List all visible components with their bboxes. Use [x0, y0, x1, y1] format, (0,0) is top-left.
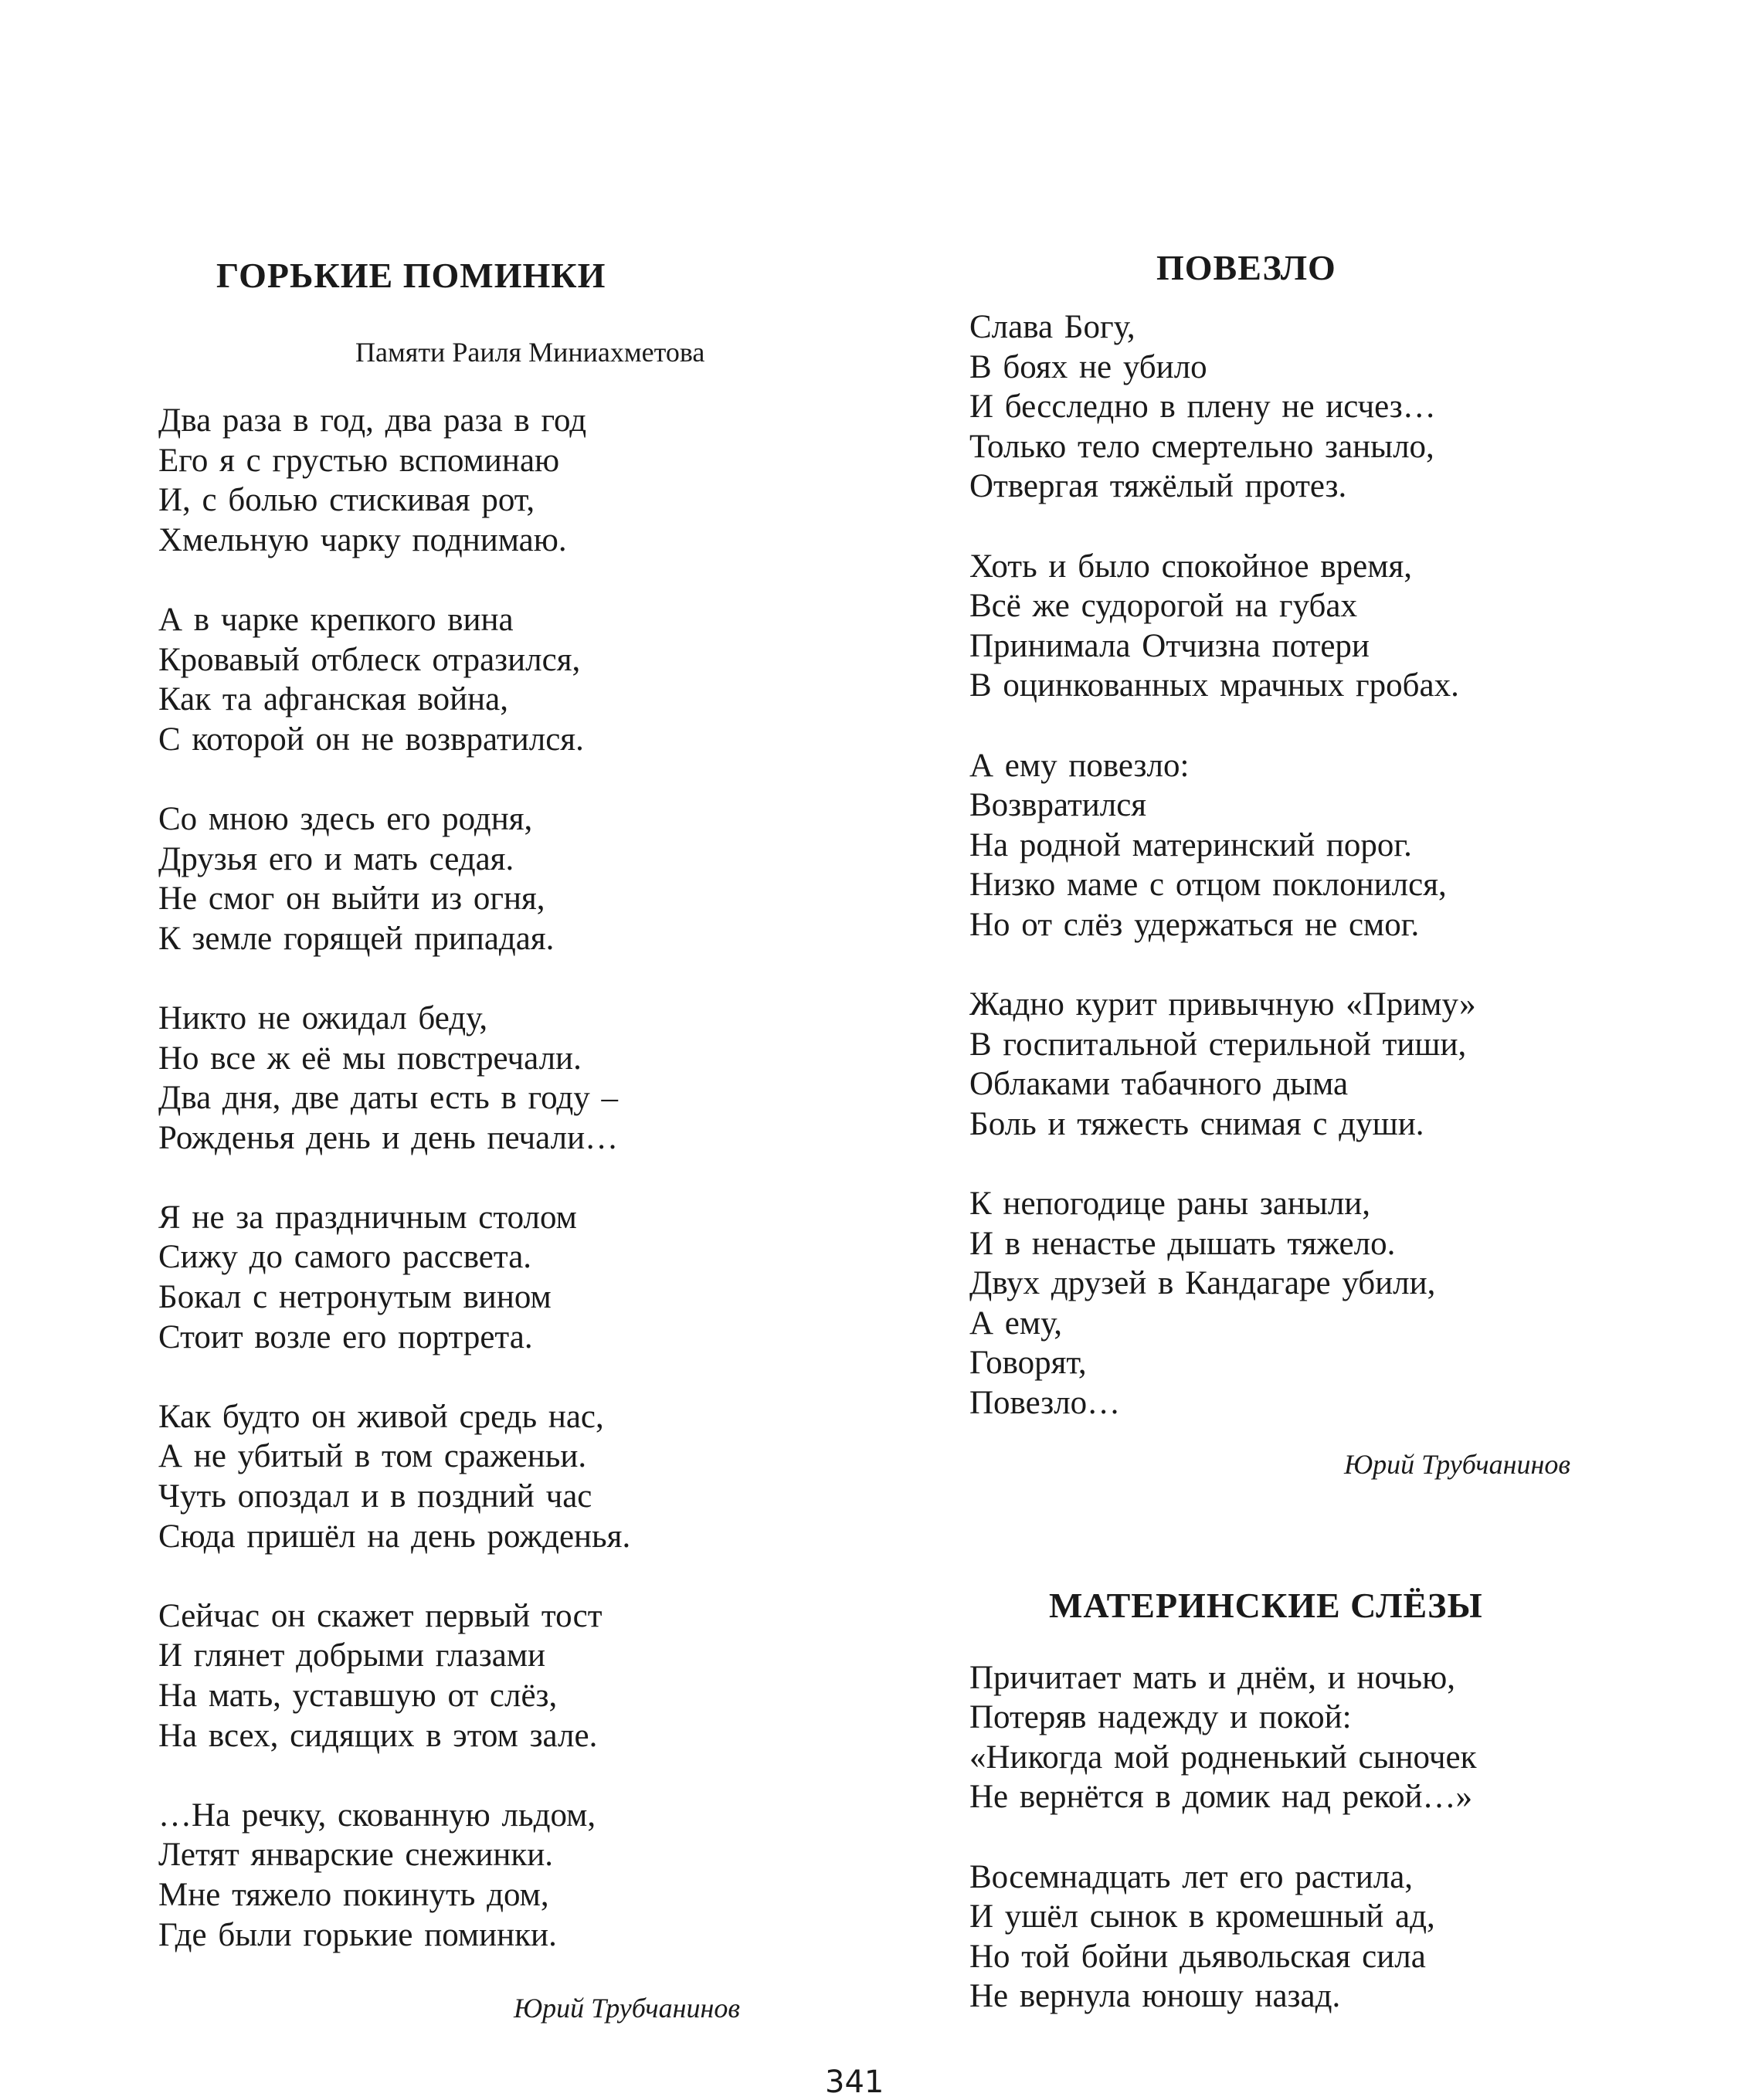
poem-line: Потеряв надежду и покой:: [969, 1699, 1352, 1736]
poem-body: [969, 1658, 1665, 2017]
poem-line: В госпитальной стерильной тиши,: [969, 1026, 1467, 1063]
poem-line: Возвратился: [969, 787, 1147, 824]
poem-line: Как та афганская война,: [158, 681, 508, 718]
poem-line: Летят январские снежинки.: [158, 1837, 554, 1874]
poem-line: Всё же судорогой на губах: [969, 588, 1357, 625]
stanza: [158, 799, 823, 958]
poem-line: Восемнадцать лет его растила,: [969, 1858, 1414, 1895]
poem-line: …На речку, скованную льдом,: [158, 1796, 596, 1834]
poem-line: Никто не ожидал беду,: [158, 999, 488, 1036]
poem-line: На мать, уставшую от слёз,: [158, 1678, 558, 1714]
poem-line: Но все ж её мы повстречали.: [158, 1040, 582, 1077]
poem-line: Но от слёз удержаться не смог.: [969, 906, 1420, 943]
poem-line: И в ненастье дышать тяжело.: [969, 1225, 1396, 1262]
poem-line: Сейчас он скажет первый тост: [158, 1597, 603, 1634]
poem-line: Низко маме с отцом поклонился,: [969, 867, 1447, 904]
poem-line: Боль и тяжесть снимая с души.: [969, 1105, 1424, 1142]
poem-line: И бесследно в плену не исчез…: [969, 388, 1436, 426]
left-column: [158, 255, 823, 2024]
stanza: [969, 547, 1665, 706]
poem-body: [158, 401, 823, 1955]
poem-title: МАТЕРИНСКИЕ СЛЁЗЫ: [1049, 1585, 1483, 1625]
poem-line: Облаками табачного дыма: [969, 1066, 1349, 1103]
poem-line: Как будто он живой средь нас,: [158, 1398, 604, 1435]
poem-line: А не убитый в том сраженьи.: [158, 1438, 587, 1475]
poem-line: Кровавый отблеск отразился,: [158, 641, 581, 678]
poem-line: Не вернётся в домик над рекой…»: [969, 1779, 1473, 1816]
stanza: [969, 1658, 1665, 1817]
poem-line: Я не за праздничным столом: [158, 1199, 577, 1236]
poem-line: Не смог он выйти из огня,: [158, 880, 545, 918]
poem-line: Рожденья день и день печали…: [158, 1119, 619, 1156]
stanza: [158, 401, 823, 560]
poem-author: Юрий Трубчанинов: [514, 1993, 740, 2024]
poem-line: И ушёл сынок в кромешный ад,: [969, 1898, 1435, 1935]
stanza: [158, 1397, 823, 1556]
poem-line: А ему,: [969, 1304, 1063, 1342]
poem-line: Говорят,: [969, 1345, 1087, 1382]
stanza: [158, 1796, 823, 1955]
poem-title: ГОРЬКИЕ ПОМИНКИ: [216, 256, 606, 295]
poem-line: Не вернула юношу назад.: [969, 1978, 1341, 2015]
stanza: [969, 746, 1665, 945]
poem-line: А в чарке крепкого вина: [158, 601, 514, 638]
poem-line: Но той бойни дьявольская сила: [969, 1938, 1426, 1975]
stanza: [969, 307, 1665, 507]
poem-line: Отвергая тяжёлый протез.: [969, 468, 1347, 505]
poem-line: Два дня, две даты есть в году –: [158, 1080, 619, 1117]
poem-line: Хмельную чарку поднимаю.: [158, 521, 567, 558]
poem-line: И, с болью стискивая рот,: [158, 482, 535, 519]
poem-line: Со мною здесь его родня,: [158, 800, 533, 837]
poem-line: Сюда пришёл на день рожденья.: [158, 1518, 631, 1555]
poem-line: В боях не убило: [969, 348, 1207, 385]
stanza: [158, 999, 823, 1158]
poem-line: На родной материнский порог.: [969, 826, 1412, 863]
stanza: [969, 985, 1665, 1144]
poem-line: В оцинкованных мрачных гробах.: [969, 667, 1459, 704]
poem-line: К земле горящей припадая.: [158, 920, 555, 957]
poem-line: Повезло…: [969, 1385, 1121, 1422]
page-number: 341: [825, 2064, 884, 2100]
poem-line: Жадно курит привычную «Приму»: [969, 986, 1476, 1023]
poem-line: Его я с грустью вспоминаю: [158, 442, 560, 479]
poem-line: Два раза в год, два раза в год: [158, 402, 587, 439]
poem-line: Принимала Отчизна потери: [969, 627, 1370, 664]
poem-line: К непогодице раны заныли,: [969, 1186, 1371, 1223]
poem-dedication: Памяти Раиля Миниахметова: [355, 337, 705, 368]
poem-line: С которой он не возвратился.: [158, 721, 584, 758]
poem-title: ПОВЕЗЛО: [1156, 248, 1336, 287]
poem-line: Чуть опоздал и в поздний час: [158, 1478, 592, 1515]
poem-body: [969, 307, 1665, 1423]
poem-line: Двух друзей в Кандагаре убили,: [969, 1265, 1436, 1302]
poem-author: Юрий Трубчанинов: [1344, 1448, 1570, 1480]
poem-line: А ему повезло:: [969, 747, 1190, 784]
poem-line: Где были горькие поминки.: [158, 1916, 557, 1953]
right-column: [969, 247, 1665, 2017]
poem-line: Друзья его и мать седая.: [158, 840, 514, 877]
stanza: [969, 1184, 1665, 1423]
poem-line: Причитает мать и днём, и ночью,: [969, 1659, 1455, 1696]
poem-line: Сижу до самого рассвета.: [158, 1239, 532, 1276]
poem-line: Бокал с нетронутым вином: [158, 1279, 552, 1316]
poem-line: Стоит возле его портрета.: [158, 1318, 533, 1355]
stanza: [969, 1857, 1665, 2017]
poem-line: Хоть и было спокойное время,: [969, 548, 1412, 585]
stanza: [158, 1198, 823, 1357]
stanza: [158, 600, 823, 759]
poem-line: На всех, сидящих в этом зале.: [158, 1717, 598, 1754]
poem-line: Только тело смертельно заныло,: [969, 428, 1434, 465]
poem-line: «Никогда мой родненький сыночек: [969, 1739, 1477, 1776]
poem-line: И глянет добрыми глазами: [158, 1637, 546, 1674]
poem-line: Слава Богу,: [969, 309, 1135, 345]
stanza: [158, 1596, 823, 1756]
poem-line: Мне тяжело покинуть дом,: [158, 1876, 549, 1913]
